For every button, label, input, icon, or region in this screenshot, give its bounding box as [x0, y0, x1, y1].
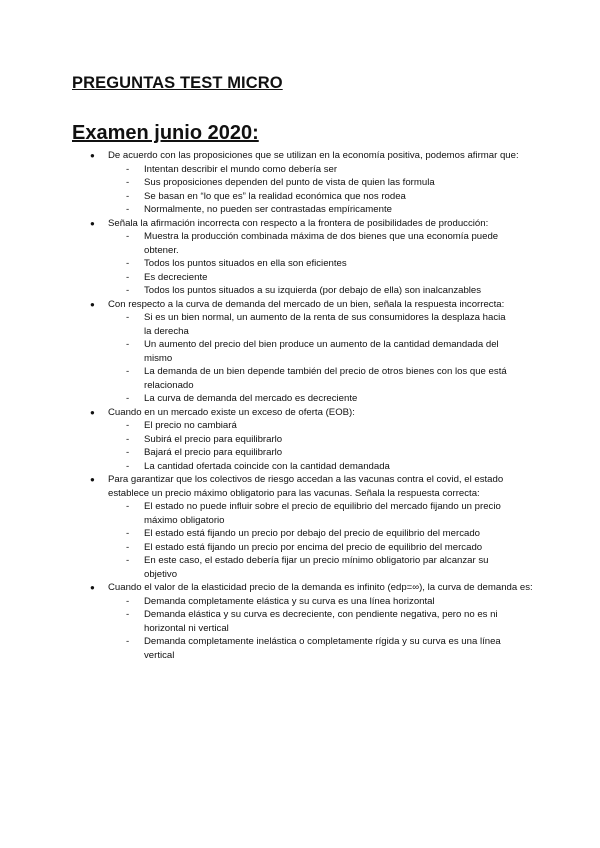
answer-option-text: Todos los puntos situados en ella son eficientes [144, 258, 347, 269]
answer-option-text: Es decreciente [144, 271, 208, 283]
dash-bullet-icon: - [126, 433, 130, 445]
dash-bullet-icon: - [126, 366, 130, 377]
answer-option [108, 257, 534, 271]
answer-options [108, 311, 534, 406]
answer-option [108, 419, 534, 433]
answer-option-text: El estado está fijando un precio por encima del precio de equilibrio del mercado [144, 541, 483, 553]
bullet-icon: ● [90, 151, 95, 160]
question-item [0, 298, 600, 406]
dash-bullet-icon: - [126, 339, 130, 350]
answer-option [108, 541, 534, 555]
bullet-icon: ● [90, 218, 95, 228]
dash-bullet-icon: - [126, 258, 130, 269]
answer-options [108, 163, 534, 217]
answer-option [108, 635, 534, 662]
answer-option [108, 190, 534, 204]
answer-option [108, 595, 534, 609]
answer-option-text: Todos los puntos situados a su izquierda (por debajo de ella) son inalcanzables [144, 285, 482, 296]
dash-bullet-icon: - [126, 420, 130, 431]
dash-bullet-icon: - [126, 271, 130, 283]
answer-option [108, 338, 534, 365]
answer-option [108, 608, 534, 635]
answer-option [108, 554, 534, 581]
answer-option [108, 460, 534, 474]
dash-bullet-icon: - [126, 501, 130, 512]
dash-bullet-icon: - [126, 609, 130, 620]
question-text: De acuerdo con las proposiciones que se utilizan en la economía positiva, podemos afirmar que: [108, 150, 519, 161]
answer-option-text: Un aumento del precio del bien produce un aumento de la cantidad demandada del mismo [144, 339, 499, 364]
answer-option-text: Sus proposiciones dependen del punto de vista de quien las formula [144, 177, 435, 188]
question-item [0, 406, 600, 474]
dash-bullet-icon: - [126, 447, 130, 458]
answer-option-text: Se basan en “lo que es” la realidad económica que nos rodea [144, 190, 406, 202]
answer-option-text: Subirá el precio para equilibrarlo [144, 433, 283, 445]
dash-bullet-icon: - [126, 460, 130, 472]
question-list [0, 149, 600, 662]
dash-bullet-icon: - [126, 285, 130, 296]
answer-option [108, 163, 534, 177]
section-title: Examen junio 2020: [72, 122, 259, 144]
dash-bullet-icon: - [126, 555, 130, 566]
answer-option [108, 203, 534, 217]
question-text: Con respecto a la curva de demanda del mercado de un bien, señala la respuesta incorrecta: [108, 298, 505, 310]
answer-options [108, 595, 534, 663]
dash-bullet-icon: - [126, 595, 130, 607]
dash-bullet-icon: - [126, 312, 130, 323]
dash-bullet-icon: - [126, 204, 130, 215]
bullet-icon: ● [90, 475, 95, 484]
answer-options [108, 230, 534, 298]
dash-bullet-icon: - [126, 528, 130, 539]
dash-bullet-icon: - [126, 190, 130, 202]
question-item [0, 149, 600, 217]
question-text: Cuando el valor de la elasticidad precio de la demanda es infinito (edp=∞), la curva de demanda es: [108, 582, 533, 593]
question-text: Cuando en un mercado existe un exceso de oferta (EOB): [108, 406, 355, 418]
dash-bullet-icon: - [126, 163, 130, 175]
dash-bullet-icon: - [126, 177, 130, 188]
answer-option-text: Demanda elástica y su curva es decreciente, con pendiente negativa, pero no es ni horizontal ni vertical [144, 609, 498, 634]
answer-option [108, 271, 534, 285]
answer-options [108, 500, 534, 581]
answer-option-text: Bajará el precio para equilibrarlo [144, 447, 283, 458]
answer-option [108, 446, 534, 460]
dash-bullet-icon: - [126, 541, 130, 553]
bullet-icon: ● [90, 583, 95, 592]
answer-option [108, 176, 534, 190]
answer-option-text: Muestra la producción combinada máxima de dos bienes que una economía puede obtener. [144, 231, 499, 256]
answer-option [108, 500, 534, 527]
question-text: Para garantizar que los colectivos de riesgo accedan a las vacunas contra el covid, el estado establece un precio máximo obligatorio para las vacunas. Señala la respuesta correcta: [108, 474, 504, 499]
answer-option [108, 365, 534, 392]
bullet-icon: ● [90, 299, 95, 309]
dash-bullet-icon: - [126, 636, 130, 647]
answer-option-text: Normalmente, no pueden ser contrastadas empíricamente [144, 204, 392, 215]
answer-option [108, 527, 534, 541]
answer-option-text: Si es un bien normal, un aumento de la renta de sus consumidores la desplaza hacia la derecha [144, 312, 506, 337]
answer-option [108, 230, 534, 257]
answer-option-text: Demanda completamente elástica y su curva es una línea horizontal [144, 595, 435, 607]
answer-option-text: El precio no cambiará [144, 420, 237, 431]
question-item [0, 217, 600, 298]
dash-bullet-icon: - [126, 393, 130, 404]
answer-option-text: El estado está fijando un precio por debajo del precio de equilibrio del mercado [144, 528, 480, 539]
answer-options [108, 419, 534, 473]
document-title: PREGUNTAS TEST MICRO [72, 74, 283, 92]
answer-option [108, 392, 534, 406]
answer-option [108, 433, 534, 447]
question-item [0, 581, 600, 662]
answer-option-text: Demanda completamente inelástica o completamente rígida y su curva es una línea vertical [144, 636, 501, 661]
question-item [0, 473, 600, 581]
question-text: Señala la afirmación incorrecta con respecto a la frontera de posibilidades de producción: [108, 217, 489, 229]
answer-option-text: El estado no puede influir sobre el precio de equilibrio del mercado fijando un precio máximo obligatorio [144, 501, 501, 526]
answer-option-text: Intentan describir el mundo como debería ser [144, 163, 338, 175]
answer-option [108, 284, 534, 298]
answer-option [108, 311, 534, 338]
bullet-icon: ● [90, 407, 95, 417]
answer-option-text: La curva de demanda del mercado es decreciente [144, 393, 358, 404]
answer-option-text: La demanda de un bien depende también del precio de otros bienes con los que está relacionado [144, 366, 507, 391]
answer-option-text: La cantidad ofertada coincide con la cantidad demandada [144, 460, 390, 472]
dash-bullet-icon: - [126, 231, 130, 242]
answer-option-text: En este caso, el estado debería fijar un precio mínimo obligatorio par alcanzar su objetivo [144, 555, 489, 580]
